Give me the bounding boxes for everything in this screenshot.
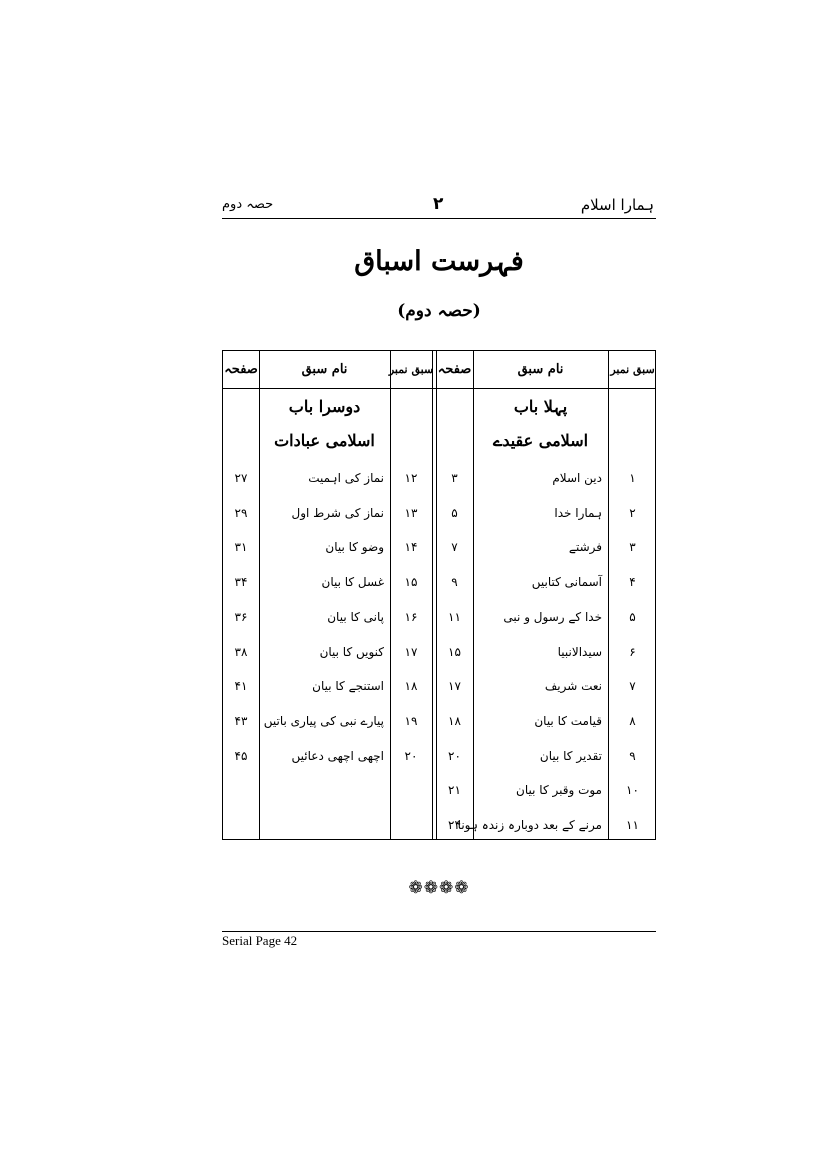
- lesson-number: ۲۰: [404, 748, 418, 763]
- lesson-number: ۹: [629, 748, 636, 763]
- lesson-number: ۴: [629, 575, 636, 590]
- lesson-name: پیارے نبی کی پیاری باتیں: [263, 713, 384, 728]
- lesson-page: ۳۶: [234, 609, 248, 624]
- lesson-number: ۶: [629, 644, 636, 659]
- lesson-page: ۲۹: [234, 505, 248, 520]
- col-header-name-right: نام سبق: [517, 362, 564, 377]
- lesson-name: نعت شریف: [544, 679, 602, 694]
- lesson-page: ۳۱: [234, 540, 248, 555]
- lesson-number: ۱۳: [404, 505, 418, 520]
- lesson-number: ۱۵: [404, 575, 418, 590]
- lesson-page: ۲۱: [448, 783, 461, 798]
- header-row-rule: [223, 388, 655, 389]
- lesson-number: ۱۶: [404, 609, 418, 624]
- lesson-number: ۳: [629, 540, 636, 555]
- lesson-name: غسل کا بیان: [321, 575, 384, 590]
- toc-table: [222, 350, 656, 840]
- header-page-number: ۲: [433, 194, 444, 214]
- chapter-title-right: پہلا باب: [513, 397, 568, 416]
- lesson-number: ۱۹: [404, 713, 418, 728]
- lesson-page: ۱۷: [448, 679, 461, 694]
- lesson-name: قیامت کا بیان: [534, 713, 602, 728]
- lesson-name: وضو کا بیان: [325, 540, 384, 555]
- lesson-name: فرشتے: [568, 540, 602, 555]
- lesson-name: تقدیر کا بیان: [539, 748, 602, 763]
- chapter-title-left: دوسرا باب: [288, 397, 361, 416]
- lesson-number: ۱۲: [404, 471, 418, 485]
- lesson-page: ۴۱: [234, 679, 248, 694]
- column-divider: [473, 351, 474, 839]
- lesson-page: ۳۸: [234, 644, 248, 659]
- lesson-name: خدا کے رسول و نبی: [503, 609, 602, 624]
- lesson-name: نماز کی شرط اول: [291, 505, 384, 520]
- lesson-page: ۲۰: [448, 748, 461, 763]
- chapter-subtitle-left: اسلامی عبادات: [274, 431, 375, 450]
- serial-page: Serial Page 42: [222, 933, 298, 948]
- page-title: فہرست اسباق: [354, 246, 524, 277]
- header-book-title: ہمارا اسلام: [580, 196, 654, 214]
- lesson-number: ۲: [629, 505, 636, 520]
- ornament: ❁❁❁❁: [408, 878, 470, 898]
- lesson-name: کنویں کا بیان: [319, 644, 384, 659]
- lesson-page: ۱۵: [448, 644, 461, 659]
- lesson-number: ۱۰: [626, 783, 639, 798]
- lesson-page: ۳۴: [234, 575, 248, 590]
- lesson-name: دین اسلام: [552, 471, 602, 485]
- col-header-no-left: سبق نمبر: [388, 363, 434, 376]
- lesson-name: اچھی اچھی دعائیں: [291, 748, 384, 763]
- col-header-name-left: نام سبق: [301, 362, 348, 377]
- header-part: حصہ دوم: [222, 197, 274, 212]
- lesson-name: نماز کی اہمیت: [308, 471, 384, 485]
- col-header-page-left: صفحہ: [224, 362, 258, 377]
- header-rule: [222, 218, 656, 219]
- lesson-page: ۹: [451, 575, 458, 590]
- chapter-subtitle-right: اسلامی عقیدے: [492, 431, 589, 450]
- column-divider: [259, 351, 260, 839]
- lesson-name: پانی کا بیان: [327, 609, 384, 624]
- column-divider: [432, 351, 433, 839]
- lesson-page: ۵: [451, 505, 458, 520]
- footer-rule: [222, 931, 656, 932]
- lesson-page: ۴۵: [234, 748, 248, 763]
- lesson-number: ۱۱: [626, 818, 639, 832]
- lesson-number: ۵: [629, 609, 636, 624]
- lesson-number: ۷: [629, 679, 636, 694]
- lesson-number: ۱۴: [404, 540, 418, 555]
- col-header-no-right: سبق نمبر: [610, 363, 655, 376]
- lesson-number: ۱۸: [404, 679, 418, 694]
- lesson-page: ۱۱: [448, 609, 461, 624]
- lesson-page: ۷: [451, 540, 458, 555]
- lesson-page: ۱۸: [448, 713, 461, 728]
- lesson-page: ۲۷: [234, 471, 248, 485]
- page-subtitle: (حصہ دوم): [397, 301, 481, 321]
- lesson-name: مرنے کے بعد دوبارہ زندہ ہونا: [457, 818, 602, 832]
- lesson-page: ۲۴: [448, 818, 461, 832]
- lesson-name: آسمانی کتابیں: [531, 575, 602, 590]
- lesson-page: ۴۳: [234, 713, 248, 728]
- col-header-page-right: صفحہ: [437, 362, 472, 377]
- lesson-name: موت وقبر کا بیان: [516, 783, 602, 798]
- lesson-name: استنجے کا بیان: [312, 679, 384, 694]
- lesson-name: ہمارا خدا: [554, 505, 602, 520]
- lesson-number: ۸: [629, 713, 636, 728]
- lesson-name: سیدالانبیا: [557, 644, 602, 659]
- lesson-page: ۳: [451, 471, 458, 485]
- lesson-number: ۱: [629, 471, 636, 485]
- lesson-number: ۱۷: [404, 644, 418, 659]
